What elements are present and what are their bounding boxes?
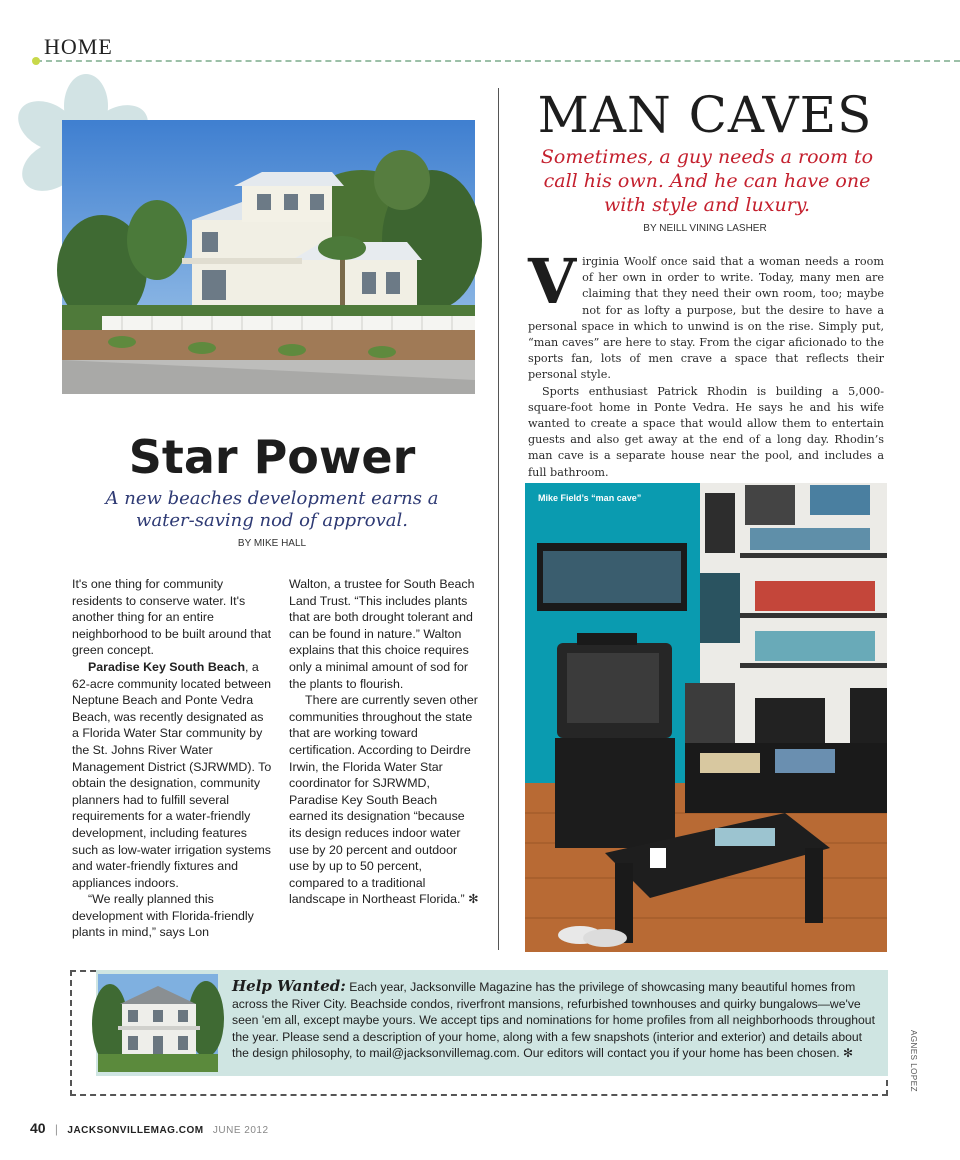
help-wanted-text [232, 978, 876, 1062]
footer-separator: | [54, 1122, 59, 1136]
man-cave-photo [525, 483, 887, 952]
article-title: Star Power [128, 430, 416, 484]
paragraph: Sports enthusiast Patrick Rhodin is building a 5,000-square-foot home in Ponte Vedra. He says he and his wife wanted to create a space that would allow them to entertain guests and also get away at the end of a long day. Rhodin’s man cave is a separate house near the pool, and includes a full bathroom. [528, 384, 884, 479]
article-title: MAN CAVES [537, 86, 873, 144]
house-photo [62, 120, 475, 394]
page-footer [30, 1120, 269, 1136]
paragraph: “We really planned this development with Florida-friendly plants in mind,” says Lon [72, 892, 254, 940]
help-house-photo [98, 974, 218, 1072]
article-byline: BY MIKE HALL [237, 538, 307, 549]
header-rule [36, 60, 960, 62]
article-column-2 [289, 576, 479, 908]
footer-date: JUNE 2012 [212, 1125, 269, 1136]
paragraph [289, 692, 479, 908]
paragraph: It's one thing for community residents to conserve water. It's another thing for an entire neighborhood to be built around that green concept. [72, 577, 272, 658]
footer-site: JACKSONVILLEMAG.COM [67, 1125, 204, 1136]
page-number: 40 [30, 1120, 46, 1136]
header-rule-dot [32, 57, 40, 65]
paragraph [528, 245, 884, 384]
article-subtitle: Sometimes, a guy needs a room to call his own. And he can have one with style and luxury. [540, 146, 874, 216]
help-wanted-label: Help Wanted: [232, 977, 346, 995]
photo-credit: AGNES LOPEZ [909, 1030, 918, 1092]
end-mark: ✻ [843, 1046, 854, 1060]
paragraph-text: , a 62-acre community located between Neptune Beach and Ponte Vedra Beach, was recently designated as a Florida Water Star community by the St. Johns River Water Management District (SJRWMD). To obtain the designation, community planners had to fulfill several requirements for a water-friendly development, including features such as low-water irrigation systems and water-friendly fixtures and appliances indoors. [72, 659, 272, 890]
photo-caption: Mike Field’s “man cave” [538, 493, 642, 503]
article-column-1 [72, 576, 272, 941]
column-divider [498, 88, 499, 950]
paragraph [72, 659, 272, 891]
end-mark: ✻ [468, 892, 479, 907]
help-wanted-body: Each year, Jacksonville Magazine has the privilege of showcasing many beautiful homes from across the River City. Beachside condos, riverfront mansions, refurbished townhouses and quirky bungalows—we've seen 'em all, except maybe yours. We accept tips and nominations for home profiles from all neighborhoods throughout the year. Please send a description of your home, along with a few snapshots (interior and exterior) and details about the design philosophy, to mail@jacksonvillemag.com. Our editors will contact you if your home has been chosen. [232, 980, 875, 1060]
paragraph: Walton, a trustee for South Beach Land Trust. “This includes plants that are both drought tolerant and can be found in nature.” Walton explains that this choice requires only a minimal amount of sod for the plants to flourish. [289, 577, 475, 691]
article-subtitle: A new beaches development earns a water-saving nod of approval. [105, 488, 439, 531]
section-label: HOME [44, 34, 113, 59]
paragraph-text: irginia Woolf once said that a woman needs a room of her own in order to write. Today, many men are claiming that they need their own room, too; maybe not for as lofty a purpose, but the desire to have a personal space in which to unwind is on the rise. Simply put, “man caves” are here to stay. From the cigar aficionado to the sports fan, lots of men crave a space that reflects their personal style. [528, 255, 884, 382]
bold-lead: Paradise Key South Beach [88, 659, 246, 674]
article-body [528, 245, 884, 479]
article-byline: BY NEILL VINING LASHER [643, 223, 767, 234]
paragraph-text: There are currently seven other communities throughout the state that are working toward certification. According to Deirdre Irwin, the Florida Water Star coordinator for SJRWMD, Paradise Key South Beach earned its designation “because its design reduces indoor water use by 20 percent and outdoor use by up to 50 percent, compared to a traditional landscape in Northeast Florida.” [289, 693, 478, 907]
drop-cap: V [528, 245, 577, 318]
